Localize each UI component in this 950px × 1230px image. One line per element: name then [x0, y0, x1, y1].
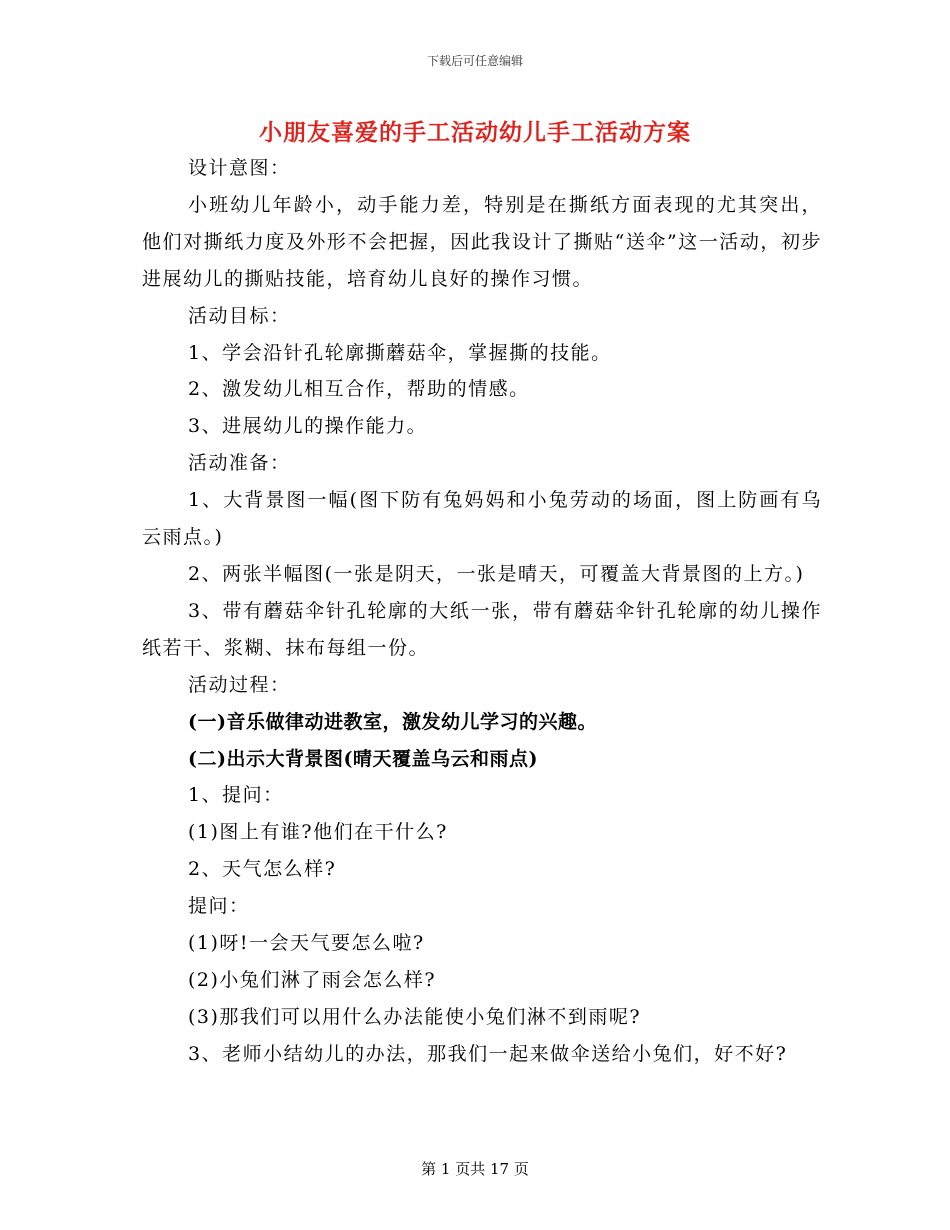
paragraph: 活动过程： — [188, 673, 291, 696]
section-heading: (二)出示大背景图(晴天覆盖乌云和雨点) — [188, 747, 538, 770]
paragraph: 2、激发幼儿相互合作，帮助的情感。 — [188, 378, 530, 401]
paragraph: 1、学会沿针孔轮廓撕蘑菇伞，掌握撕的技能。 — [188, 341, 612, 364]
paragraph: 活动目标： — [188, 304, 291, 327]
paragraph: 设计意图： — [188, 157, 291, 179]
paragraph: (3)那我们可以用什么办法能使小兔们淋不到雨呢? — [188, 1005, 642, 1028]
paragraph: 2、天气怎么样? — [188, 858, 337, 881]
paragraph: 小班幼儿年龄小，动手能力差，特别是在撕纸方面表现的尤其突出，他们对撕纸力度及外形不会把握，因此我设计了撕贴“送伞”这一活动，初步进展幼儿的撕贴技能，培育幼儿良好的操作习惯。 — [142, 193, 822, 290]
page-number: 第 1 页共 17 页 — [421, 1160, 529, 1178]
paragraph: 2、两张半幅图(一张是阴天，一张是晴天，可覆盖大背景图的上方。) — [188, 562, 805, 585]
document-body — [142, 150, 822, 1073]
paragraph: 活动准备： — [188, 452, 291, 475]
paragraph: (1)图上有谁?他们在干什么? — [188, 821, 448, 844]
paragraph: 3、进展幼儿的操作能力。 — [188, 415, 428, 438]
paragraph: (1)呀!一会天气要怎么啦? — [188, 932, 425, 955]
section-heading: (一)音乐做律动进教室，激发幼儿学习的兴趣。 — [188, 710, 597, 733]
paragraph: 3、老师小结幼儿的办法，那我们一起来做伞送给小兔们，好不好? — [188, 1042, 788, 1065]
paragraph: 1、大背景图一幅(图下防有兔妈妈和小兔劳动的场面，图上防画有乌云雨点。) — [142, 489, 822, 549]
paragraph: (2)小兔们淋了雨会怎么样? — [188, 968, 437, 991]
document-title: 小朋友喜爱的手工活动幼儿手工活动方案 — [259, 119, 691, 146]
paragraph: 提问： — [188, 895, 250, 918]
paragraph: 3、带有蘑菇伞针孔轮廓的大纸一张，带有蘑菇伞针孔轮廓的幼儿操作纸若干、浆糊、抹布每组一份。 — [142, 599, 822, 659]
page-header-note: 下载后可任意编辑 — [426, 54, 523, 68]
paragraph: 1、提问： — [188, 784, 284, 807]
